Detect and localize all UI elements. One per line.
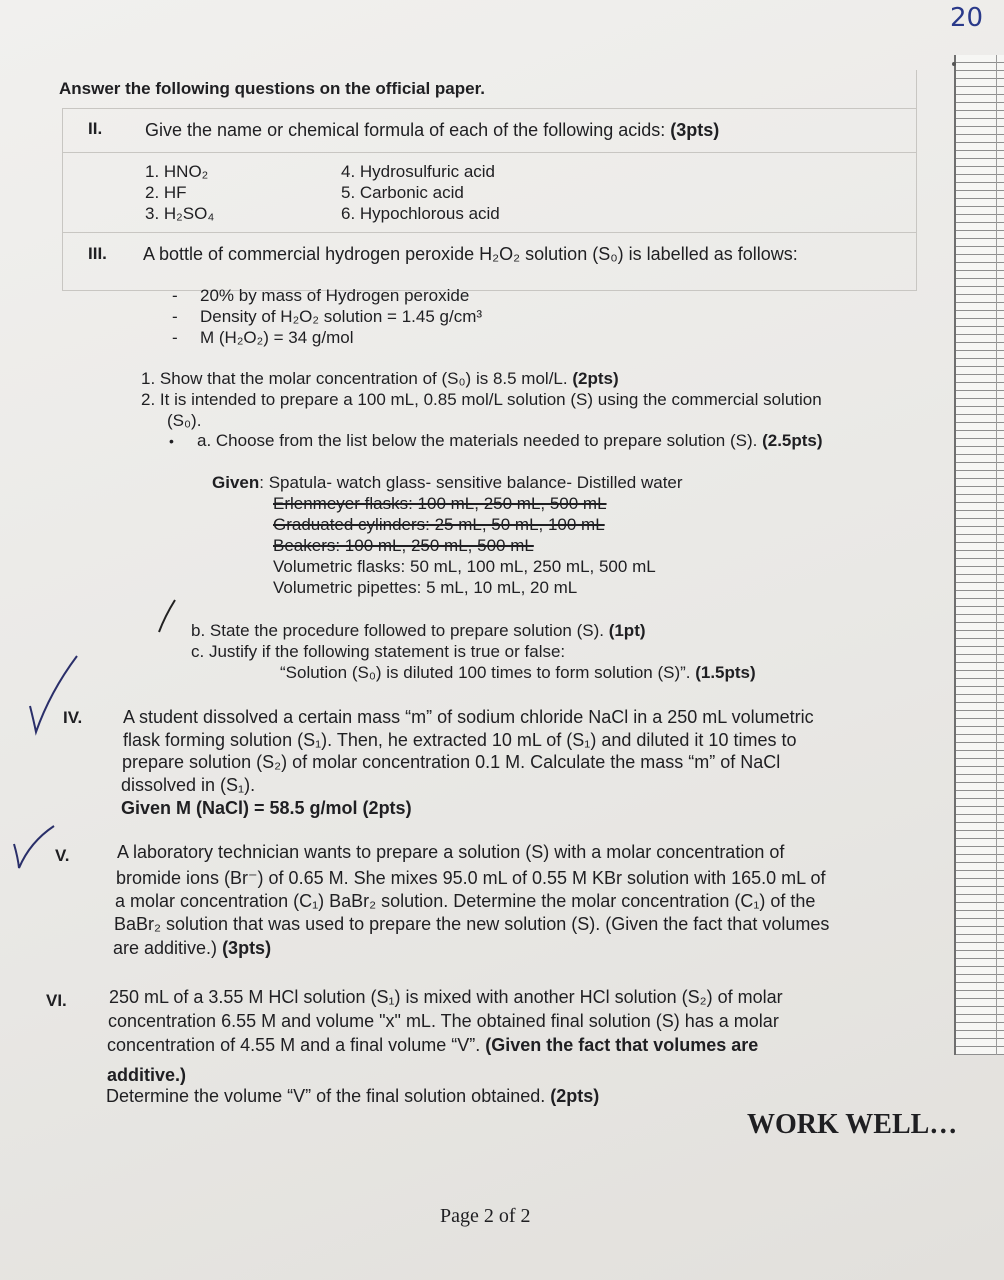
ink-dot [952,62,956,66]
q3-part2a: a. Choose from the list below the materials needed to prepare solution (S). (2.5pts) [197,431,823,450]
q2-item: 4. Hydrosulfuric acid [341,162,496,181]
q3-part2c: c. Justify if the following statement is true or false: [191,642,566,661]
page-edge-line [954,55,956,1055]
table-line [62,108,917,109]
label-line: M (H₂O₂) = 34 g/mol [200,328,354,347]
q6-line: concentration 6.55 M and volume "x" mL. The obtained final solution (S) has a molar [108,1011,779,1031]
q2-item: 3. H₂SO₄ [145,204,215,223]
q4-line: flask forming solution (S₁). Then, he extracted 10 mL of (S₁) and diluted it 10 times to [123,730,797,750]
q6-line: 250 mL of a 3.55 M HCl solution (S₁) is mixed with another HCl solution (S₂) of molar [109,987,783,1007]
bullet-dash: - [172,307,178,326]
q2-prompt: Give the name or chemical formula of each of the following acids: (3pts) [145,120,720,140]
q6-line: Determine the volume “V” of the final solution obtained. (2pts) [106,1086,600,1106]
label-line: 20% by mass of Hydrogen peroxide [200,286,470,305]
material: Volumetric flasks: 50 mL, 100 mL, 250 mL, 500 mL [273,557,656,576]
table-line [62,290,917,291]
table-line [916,70,917,290]
bullet-dot: • [169,433,174,449]
q4-line: dissolved in (S₁). [121,775,256,795]
q4-given: Given M (NaCl) = 58.5 g/mol (2pts) [121,798,412,818]
page-edge-line [996,55,997,1055]
q5-line: are additive.) (3pts) [113,938,272,958]
table-line [62,108,63,290]
q2-item: 2. HF [145,183,187,202]
material-crossed: Graduated cylinders: 25 mL, 50 mL, 100 mL [273,515,605,534]
material: Volumetric pipettes: 5 mL, 10 mL, 20 mL [273,578,578,597]
table-line [62,152,917,153]
q3-part2: (S₀). [167,411,202,430]
q6-number: VI. [46,991,67,1010]
q2-number: II. [88,119,103,138]
bullet-dash: - [172,286,178,305]
q5-line: A laboratory technician wants to prepare a solution (S) with a molar concentration of [117,842,785,862]
given-materials: Given: Spatula- watch glass- sensitive balance- Distilled water [212,473,683,492]
q5-number: V. [55,846,70,865]
instruction: Answer the following questions on the official paper. [59,79,485,98]
q3-part2b: b. State the procedure followed to prepare solution (S). (1pt) [191,621,646,640]
q6-line: concentration of 4.55 M and a final volume “V”. (Given the fact that volumes are [107,1035,759,1055]
q3-statement: “Solution (S₀) is diluted 100 times to form solution (S)”. (1.5pts) [280,663,756,682]
q2-item: 6. Hypochlorous acid [341,204,500,223]
q4-number: IV. [63,708,83,727]
closing-text: WORK WELL… [747,1109,958,1140]
q3-number: III. [88,244,107,263]
table-line [62,232,917,233]
q2-item: 5. Carbonic acid [341,183,464,202]
q5-line: bromide ions (Br⁻) of 0.65 M. She mixes 95.0 mL of 0.55 M KBr solution with 165.0 mL of [116,868,826,888]
q3-part2: 2. It is intended to prepare a 100 mL, 0.85 mol/L solution (S) using the commercial solution [141,390,822,409]
material-crossed: Beakers: 100 mL, 250 mL, 500 mL [273,536,534,555]
q3-part1: 1. Show that the molar concentration of (S₀) is 8.5 mol/L. (2pts) [141,369,619,388]
q6-line: additive.) [107,1065,187,1085]
q4-line: prepare solution (S₂) of molar concentration 0.1 M. Calculate the mass “m” of NaCl [122,752,781,772]
material-crossed: Erlenmeyer flasks: 100 mL, 250 mL, 500 mL [273,494,607,513]
q2-item: 1. HNO₂ [145,162,209,181]
label-line: Density of H₂O₂ solution = 1.45 g/cm³ [200,307,483,326]
page-number: Page 2 of 2 [440,1205,531,1227]
q4-line: A student dissolved a certain mass “m” of sodium chloride NaCl in a 250 mL volumetric [123,707,814,727]
q5-line: BaBr₂ solution that was used to prepare the new solution (S). (Given the fact that volumes [114,914,830,934]
bullet-dash: - [172,328,178,347]
q5-line: a molar concentration (C₁) BaBr₂ solution. Determine the molar concentration (C₁) of the [115,891,816,911]
q3-prompt: A bottle of commercial hydrogen peroxide H₂O₂ solution (S₀) is labelled as follows: [143,244,798,264]
handwritten-score: 20 [950,3,984,33]
pen-tick-mark [155,596,185,638]
pen-check-mark [10,820,60,875]
